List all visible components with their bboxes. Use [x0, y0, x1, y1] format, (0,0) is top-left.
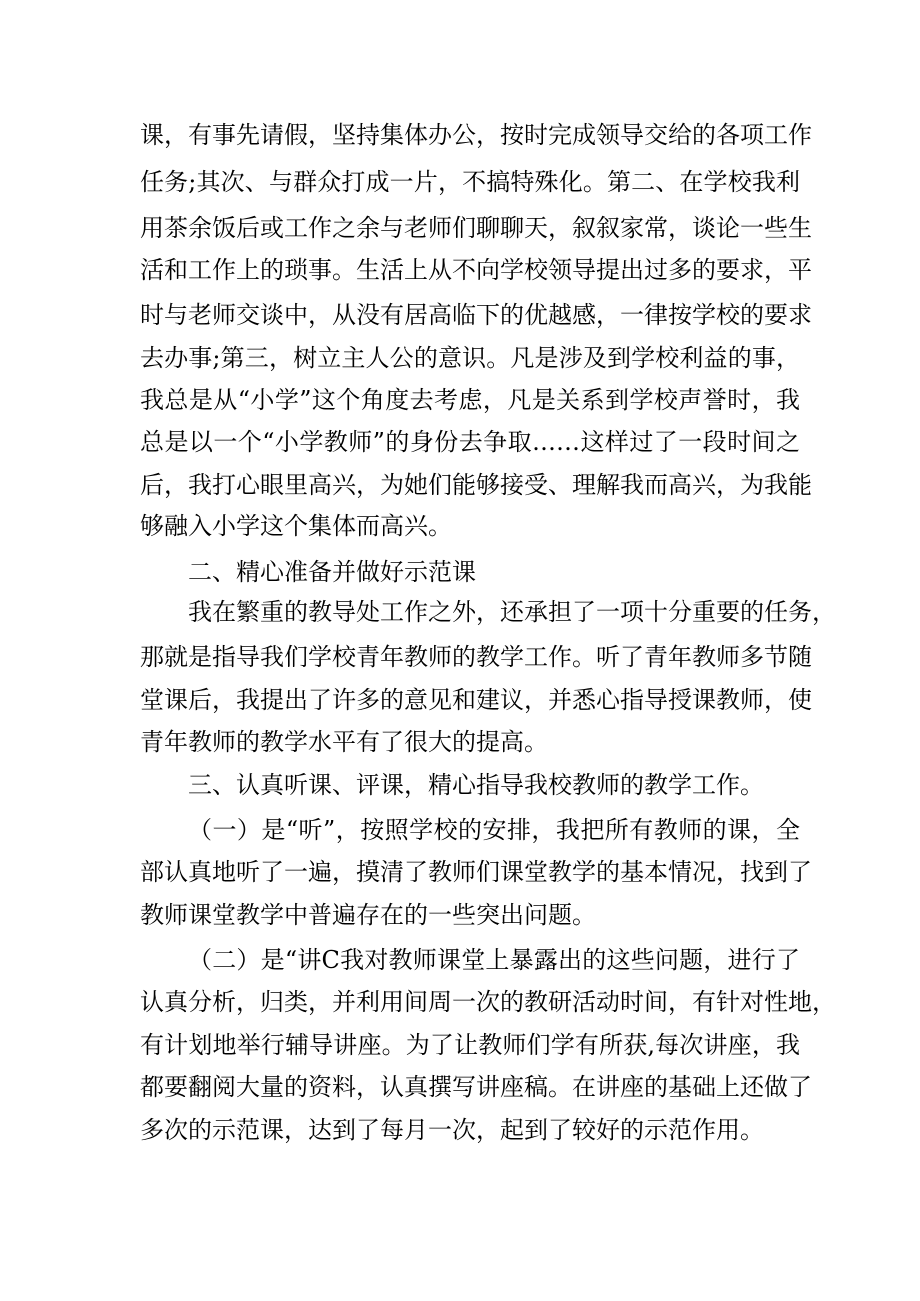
text-line: 都要翻阅大量的资料，认真撰写讲座稿。在讲座的基础上还做了 [140, 1073, 812, 1101]
text-line: 部认真地听了一遍，摸清了教师们课堂教学的基本情况，找到了 [140, 858, 812, 886]
text-line: 堂课后，我提出了许多的意见和建议，并悉心指导授课教师，使 [140, 686, 812, 714]
text-line: 够融入小学这个集体而高兴。 [140, 512, 452, 540]
text-line: （二）是“讲C我对教师课堂上暴露出的这些问题，进行了 [188, 946, 800, 974]
text-line: 任务;其次、与群众打成一片，不搞特殊化。第二、在学校我利 [140, 168, 800, 196]
text-line: 用茶余饭后或工作之余与老师们聊聊天，叙叙家常，谈论一些生 [140, 214, 812, 242]
text-line: 去办事;第三，树立主人公的意识。凡是涉及到学校利益的事， [140, 344, 800, 372]
text-line: 认真分析，归类，并利用间周一次的教研活动时间，有针对性地， [140, 988, 836, 1016]
section-heading: 三、认真听课、评课，精心指导我校教师的教学工作。 [188, 771, 764, 799]
text-line: 有计划地举行辅导讲座。为了让教师们学有所获,每次讲座，我 [140, 1031, 800, 1059]
text-line: 教师课堂教学中普遍存在的一些突出问题。 [140, 901, 596, 929]
text-line: （一）是“听”，按照学校的安排，我把所有教师的课，全 [188, 816, 800, 844]
text-line: 我在繁重的教导处工作之外，还承担了一项十分重要的任务， [188, 598, 836, 626]
section-heading: 二、精心准备并做好示范课 [188, 558, 476, 586]
text-line: 我总是从“小学”这个角度去考虑，凡是关系到学校声誉时，我 [140, 386, 800, 414]
text-line: 后，我打心眼里高兴，为她们能够接受、理解我而高兴，为我能 [140, 471, 812, 499]
text-line: 课，有事先请假，坚持集体办公，按时完成领导交给的各项工作 [140, 121, 812, 149]
text-line: 青年教师的教学水平有了很大的提高。 [140, 728, 548, 756]
text-line: 多次的示范课，达到了每月一次，起到了较好的示范作用。 [140, 1116, 764, 1144]
text-line: 时与老师交谈中，从没有居高临下的优越感，一律按学校的要求 [140, 301, 812, 329]
text-line: 那就是指导我们学校青年教师的教学工作。听了青年教师多节随 [140, 643, 812, 671]
text-line: 活和工作上的琐事。生活上从不向学校领导提出过多的要求，平 [140, 256, 812, 284]
text-line: 总是以一个“小学教师”的身份去争取……这样过了一段时间之 [140, 428, 800, 456]
